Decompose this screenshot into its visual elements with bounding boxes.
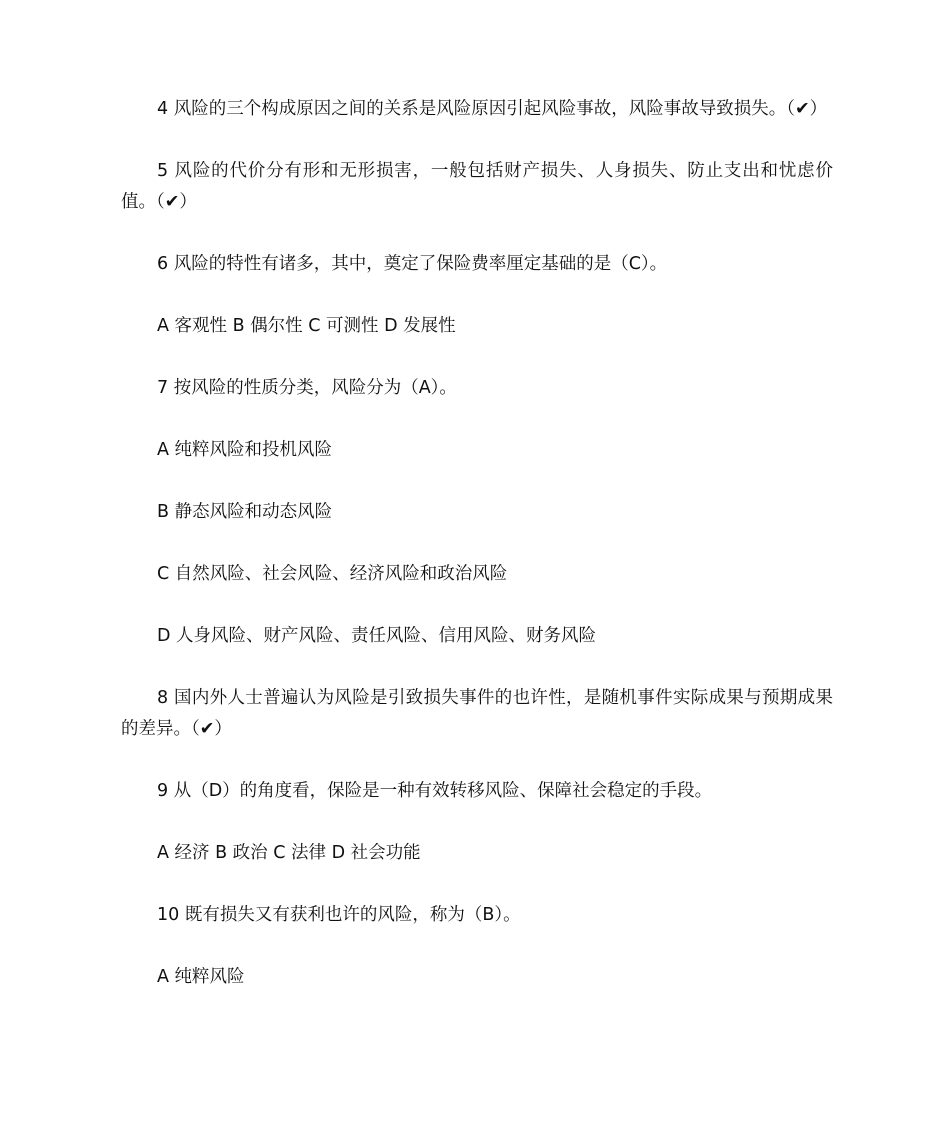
question-5-text: 5 风险的代价分有形和无形损害，一般包括财产损失、人身损失、防止支出和忧虑价值。（✔） bbox=[121, 161, 833, 212]
question-10-text: 10 既有损失又有获利也许的风险，称为（B）。 bbox=[157, 905, 521, 925]
question-6-text: 6 风险的特性有诸多，其中，奠定了保险费率厘定基础的是（C）。 bbox=[157, 254, 668, 274]
question-8-text: 8 国内外人士普遍认为风险是引致损失事件的也许性，是随机事件实际成果与预期成果的差异。（✔） bbox=[121, 688, 833, 739]
document-page bbox=[121, 94, 833, 1024]
question-9-text: 9 从（D）的角度看，保险是一种有效转移风险、保障社会稳定的手段。 bbox=[157, 781, 713, 801]
question-7-option-c: C 自然风险、社会风险、经济风险和政治风险 bbox=[157, 564, 508, 584]
question-4-text: 4 风险的三个构成原因之间的关系是风险原因引起风险事故，风险事故导致损失。（✔） bbox=[157, 99, 828, 119]
question-9-options: A 经济 B 政治 C 法律 D 社会功能 bbox=[157, 843, 421, 863]
question-10-option-a: A 纯粹风险 bbox=[157, 967, 245, 987]
question-7-text: 7 按风险的性质分类，风险分为（A）。 bbox=[157, 378, 457, 398]
question-7-option-d: D 人身风险、财产风险、责任风险、信用风险、财务风险 bbox=[157, 626, 597, 646]
question-7-option-a: A 纯粹风险和投机风险 bbox=[157, 440, 333, 460]
question-6-options: A 客观性 B 偶尔性 C 可测性 D 发展性 bbox=[157, 316, 456, 336]
question-7-option-b: B 静态风险和动态风险 bbox=[157, 502, 333, 522]
